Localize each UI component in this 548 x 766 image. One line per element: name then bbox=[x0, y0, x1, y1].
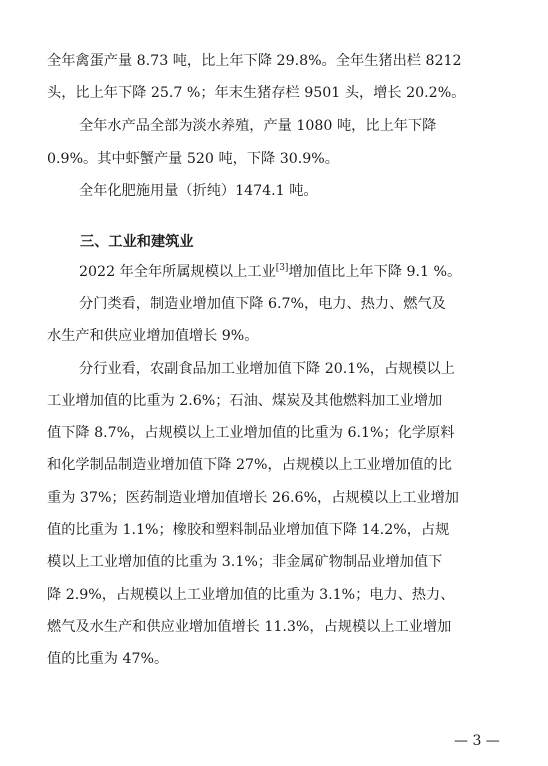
text-line: 模以上工业增加值的比重为 3.1%；非金属矿物制品业增加值下 bbox=[47, 554, 443, 570]
text-line: 和化学制品制造业增加值下降 27%，占规模以上工业增加值的比 bbox=[47, 457, 452, 473]
text-line: 全年水产品全部为淡水养殖，产量 1080 吨，比上年下降 bbox=[79, 118, 437, 134]
text-line: 燃气及水生产和供应业增加值增长 11.3%，占规模以上工业增加 bbox=[47, 619, 452, 635]
industry-intro-text: 2022 年全年所属规模以上工业 bbox=[79, 264, 276, 280]
page-number: — 3 — bbox=[454, 733, 500, 749]
text-line: 重为 37%；医药制造业增加值增长 26.6%，占规模以上工业增加 bbox=[47, 490, 459, 506]
text-line: 全年禽蛋产量 8.73 吨，比上年下降 29.8%。全年生猪出栏 8212 bbox=[47, 53, 462, 69]
text-line: 工业增加值的比重为 2.6%；石油、煤炭及其他燃料加工业增加 bbox=[47, 393, 443, 409]
text-line: 分门类看，制造业增加值下降 6.7%，电力、热力、燃气及 bbox=[79, 296, 446, 312]
text-line: 水生产和供应业增加值增长 9%。 bbox=[47, 328, 259, 344]
section-heading: 三、工业和建筑业 bbox=[80, 234, 194, 250]
text-line: 降 2.9%，占规模以上工业增加值的比重为 3.1%；电力、热力、 bbox=[47, 587, 455, 603]
text-line: 0.9%。其中虾蟹产量 520 吨，下降 30.9%。 bbox=[47, 151, 339, 167]
text-line: 头，比上年下降 25.7 %；年末生猪存栏 9501 头，增长 20.2%。 bbox=[47, 85, 466, 101]
text-line: 全年化肥施用量（折纯）1474.1 吨。 bbox=[79, 183, 318, 199]
text-line: 值的比重为 1.1%；橡胶和塑料制品业增加值下降 14.2%，占规 bbox=[47, 522, 450, 538]
footnote-reference: [3] bbox=[275, 263, 289, 273]
text-line bbox=[79, 262, 461, 282]
text-line: 值下降 8.7%，占规模以上工业增加值的比重为 6.1%；化学原料 bbox=[47, 425, 455, 441]
text-line: 分行业看，农副食品加工业增加值下降 20.1%，占规模以上 bbox=[79, 361, 455, 377]
text-line: 值的比重为 47%。 bbox=[47, 651, 169, 667]
industry-intro-text: 增加值比上年下降 9.1 %。 bbox=[288, 264, 462, 280]
